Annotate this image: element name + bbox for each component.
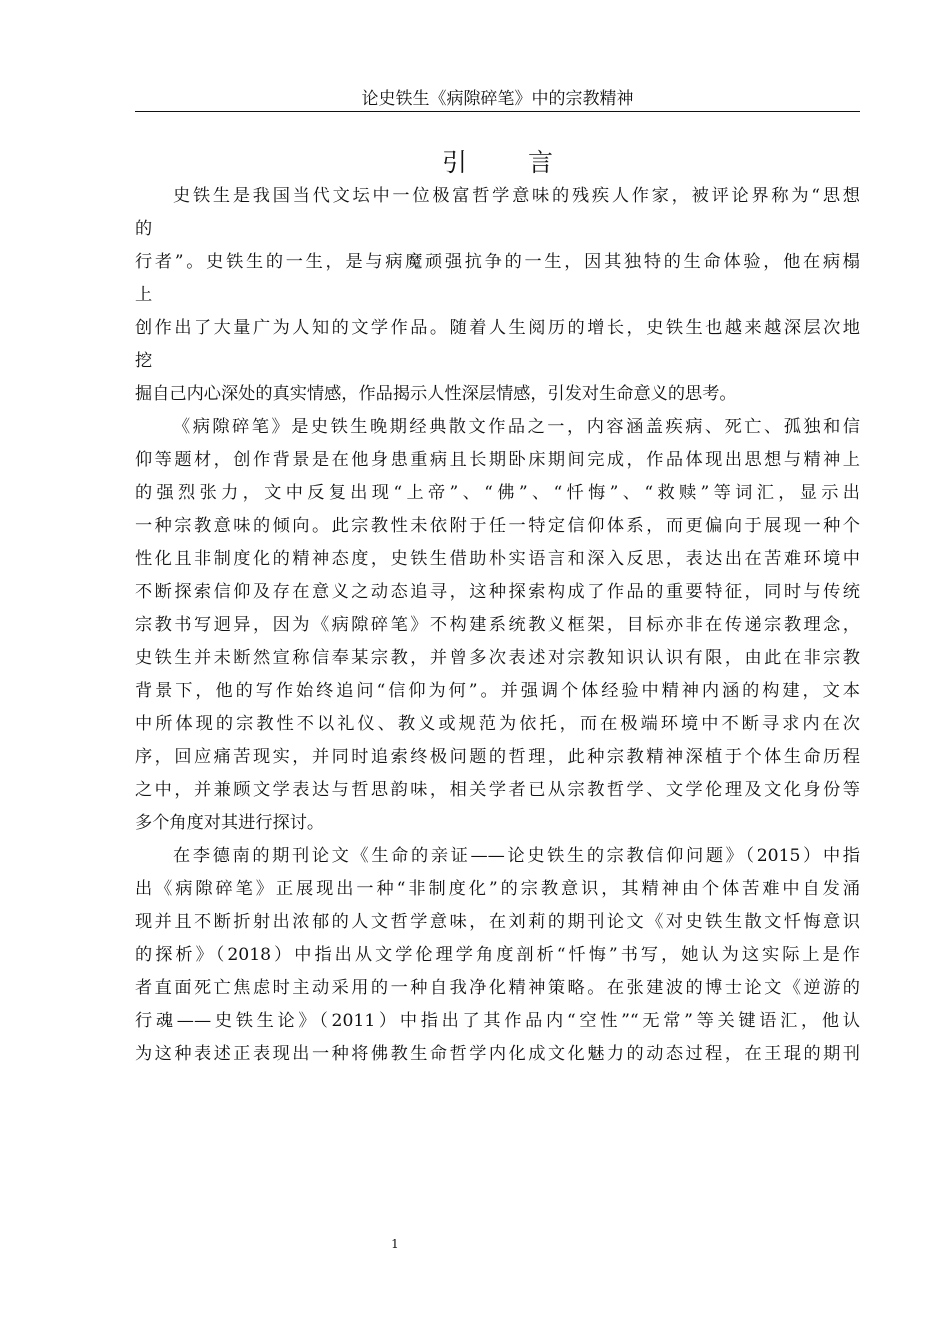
text-line: 上 bbox=[135, 285, 153, 305]
text-line: 一种宗教意味的倾向。此宗教性未依附于任一特定信仰体系，而更偏向于展现一种个 bbox=[135, 516, 860, 536]
text-line: 《病隙碎笔》是史铁生晚期经典散文作品之一，内容涵盖疾病、死亡、孤独和信 bbox=[173, 417, 860, 437]
paragraph-2 bbox=[135, 411, 860, 840]
text-line: 不断探索信仰及存在意义之动态追寻，这种探索构成了作品的重要特征，同时与传统 bbox=[135, 582, 860, 602]
header-rule bbox=[135, 111, 860, 112]
text-line: 中所体现的宗教性不以礼仪、教义或规范为依托，而在极端环境中不断寻求内在次 bbox=[135, 714, 860, 734]
text-line: 仰等题材，创作背景是在他身患重病且长期卧床期间完成，作品体现出思想与精神上 bbox=[135, 450, 860, 470]
running-header-title: 论史铁生《病隙碎笔》中的宗教精神 bbox=[361, 89, 634, 109]
text-line: 宗教书写迥异，因为《病隙碎笔》不构建系统教义框架，目标亦非在传递宗教理念， bbox=[135, 615, 860, 635]
paragraph-1 bbox=[135, 180, 860, 411]
text-line: 的 bbox=[135, 219, 153, 239]
text-line: 行者”。史铁生的一生，是与病魔顽强抗争的一生，因其独特的生命体验，他在病榻 bbox=[135, 252, 860, 272]
text-line: 挖 bbox=[135, 351, 153, 371]
page-number: 1 bbox=[391, 1237, 399, 1251]
text-line: 序，回应痛苦现实，并同时追索终极问题的哲理，此种宗教精神深植于个体生命历程 bbox=[135, 747, 860, 767]
text-line: 出《病隙碎笔》正展现出一种“非制度化”的宗教意识，其精神由个体苦难中自发涌 bbox=[135, 879, 860, 899]
paragraph-3 bbox=[135, 840, 860, 1071]
text-line: 之中，并兼顾文学表达与哲思韵味，相关学者已从宗教哲学、文学伦理及文化身份等 bbox=[135, 780, 860, 800]
text-line: 史铁生并未断然宣称信奉某宗教，并曾多次表述对宗教知识认识有限，由此在非宗教 bbox=[135, 648, 860, 668]
text-line: 的强烈张力，文中反复出现“上帝”、“佛”、“忏悔”、“救赎”等词汇，显示出 bbox=[135, 483, 860, 503]
body-text bbox=[135, 180, 860, 1071]
text-line: 者直面死亡焦虑时主动采用的一种自我净化精神策略。在张建波的博士论文《逆游的 bbox=[135, 978, 860, 998]
text-line: 现并且不断折射出浓郁的人文哲学意味，在刘莉的期刊论文《对史铁生散文忏悔意识 bbox=[135, 912, 860, 932]
text-line: 掘自己内心深处的真实情感，作品揭示人性深层情感，引发对生命意义的思考。 bbox=[135, 384, 737, 404]
text-line: 创作出了大量广为人知的文学作品。随着人生阅历的增长，史铁生也越来越深层次地 bbox=[135, 318, 860, 338]
text-line: 为这种表述正表现出一种将佛教生命哲学内化成文化魅力的动态过程，在王琨的期刊 bbox=[135, 1044, 860, 1064]
text-line: 性化且非制度化的精神态度，史铁生借助朴实语言和深入反思，表达出在苦难环境中 bbox=[135, 549, 860, 569]
text-line: 行魂——史铁生论》（2011）中指出了其作品内“空性”“无常”等关键语汇，他认 bbox=[135, 1011, 860, 1031]
text-line: 多个角度对其进行探讨。 bbox=[135, 813, 325, 833]
section-title: 引 言 bbox=[441, 148, 571, 177]
text-line: 的探析》（2018）中指出从文学伦理学角度剖析“忏悔”书写，她认为这实际上是作 bbox=[135, 945, 860, 965]
text-line: 在李德南的期刊论文《生命的亲证——论史铁生的宗教信仰问题》（2015）中指 bbox=[173, 846, 860, 866]
text-line: 背景下，他的写作始终追问“信仰为何”。并强调个体经验中精神内涵的构建，文本 bbox=[135, 681, 860, 701]
text-line: 史铁生是我国当代文坛中一位极富哲学意味的残疾人作家，被评论界称为“思想 bbox=[173, 186, 860, 206]
